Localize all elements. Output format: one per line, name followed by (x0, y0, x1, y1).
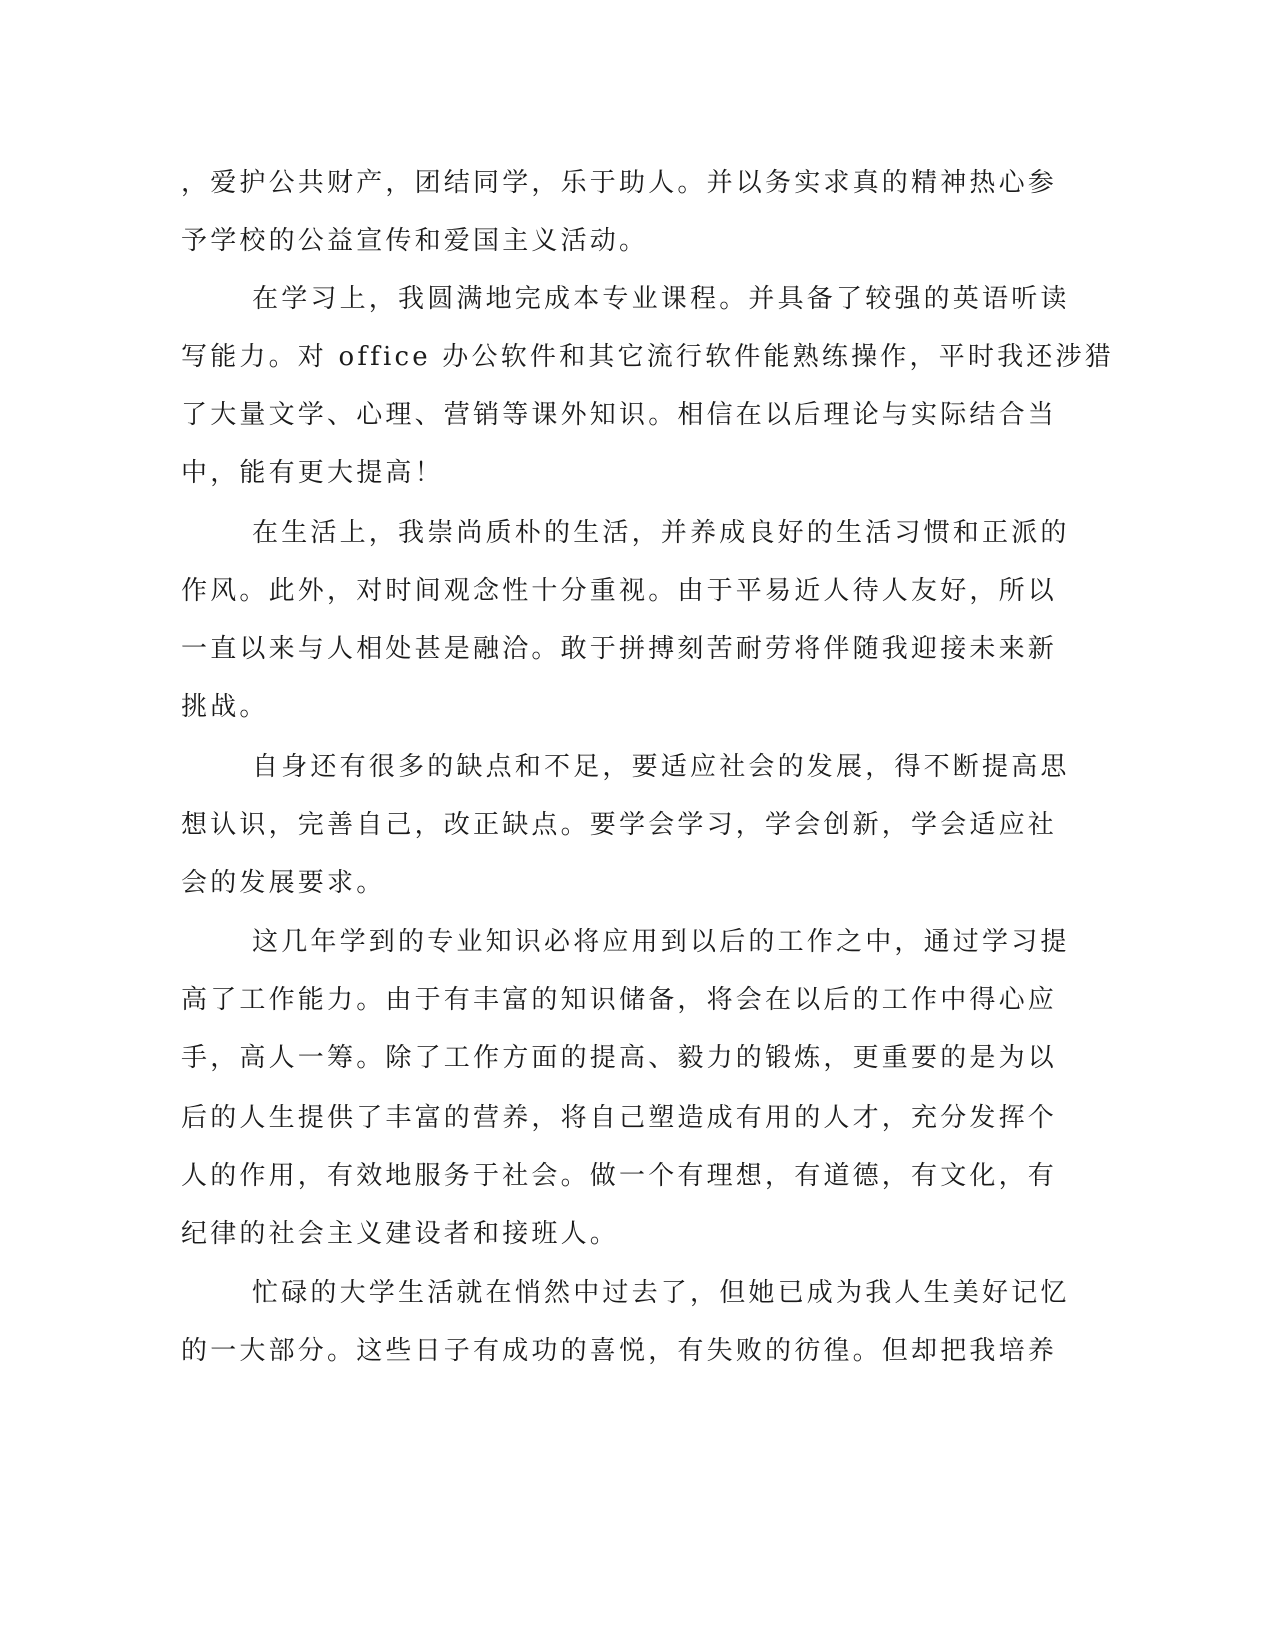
text-line: 后的人生提供了丰富的营养，将自己塑造成有用的人才，充分发挥个 (181, 1103, 1058, 1133)
text-line: 予学校的公益宣传和爱国主义活动。 (181, 226, 649, 256)
text-line: 在生活上，我崇尚质朴的生活，并养成良好的生活习惯和正派的 (252, 518, 1070, 548)
text-line: 的一大部分。这些日子有成功的喜悦，有失败的彷徨。但却把我培养 (181, 1336, 1058, 1366)
text-line: 这几年学到的专业知识必将应用到以后的工作之中，通过学习提 (252, 927, 1070, 957)
text-line: 想认识，完善自己，改正缺点。要学会学习，学会创新，学会适应社 (181, 810, 1058, 840)
text-line: 纪律的社会主义建设者和接班人。 (181, 1219, 620, 1249)
text-line: 人的作用，有效地服务于社会。做一个有理想，有道德，有文化，有 (181, 1161, 1058, 1191)
text-line: 了大量文学、心理、营销等课外知识。相信在以后理论与实际结合当 (181, 400, 1058, 430)
text-line: 作风。此外，对时间观念性十分重视。由于平易近人待人友好，所以 (181, 576, 1058, 606)
text-line: 忙碌的大学生活就在悄然中过去了，但她已成为我人生美好记忆 (252, 1278, 1070, 1308)
text-line: 手，高人一筹。除了工作方面的提高、毅力的锻炼，更重要的是为以 (181, 1043, 1058, 1073)
text-line: 一直以来与人相处甚是融洽。敢于拼搏刻苦耐劳将伴随我迎接未来新 (181, 634, 1058, 664)
text-line: 在学习上，我圆满地完成本专业课程。并具备了较强的英语听读 (252, 284, 1070, 314)
text-line: ，爱护公共财产，团结同学，乐于助人。并以务实求真的精神热心参 (181, 168, 1058, 198)
text-line: 高了工作能力。由于有丰富的知识储备，将会在以后的工作中得心应 (181, 985, 1058, 1015)
text-line: 自身还有很多的缺点和不足，要适应社会的发展，得不断提高思 (252, 752, 1070, 782)
text-line: 会的发展要求。 (181, 868, 386, 898)
text-line: 挑战。 (181, 692, 269, 722)
text-line: 中，能有更大提高！ (181, 458, 444, 488)
text-line: 写能力。对 office 办公软件和其它流行软件能熟练操作，平时我还涉猎 (181, 342, 1114, 372)
